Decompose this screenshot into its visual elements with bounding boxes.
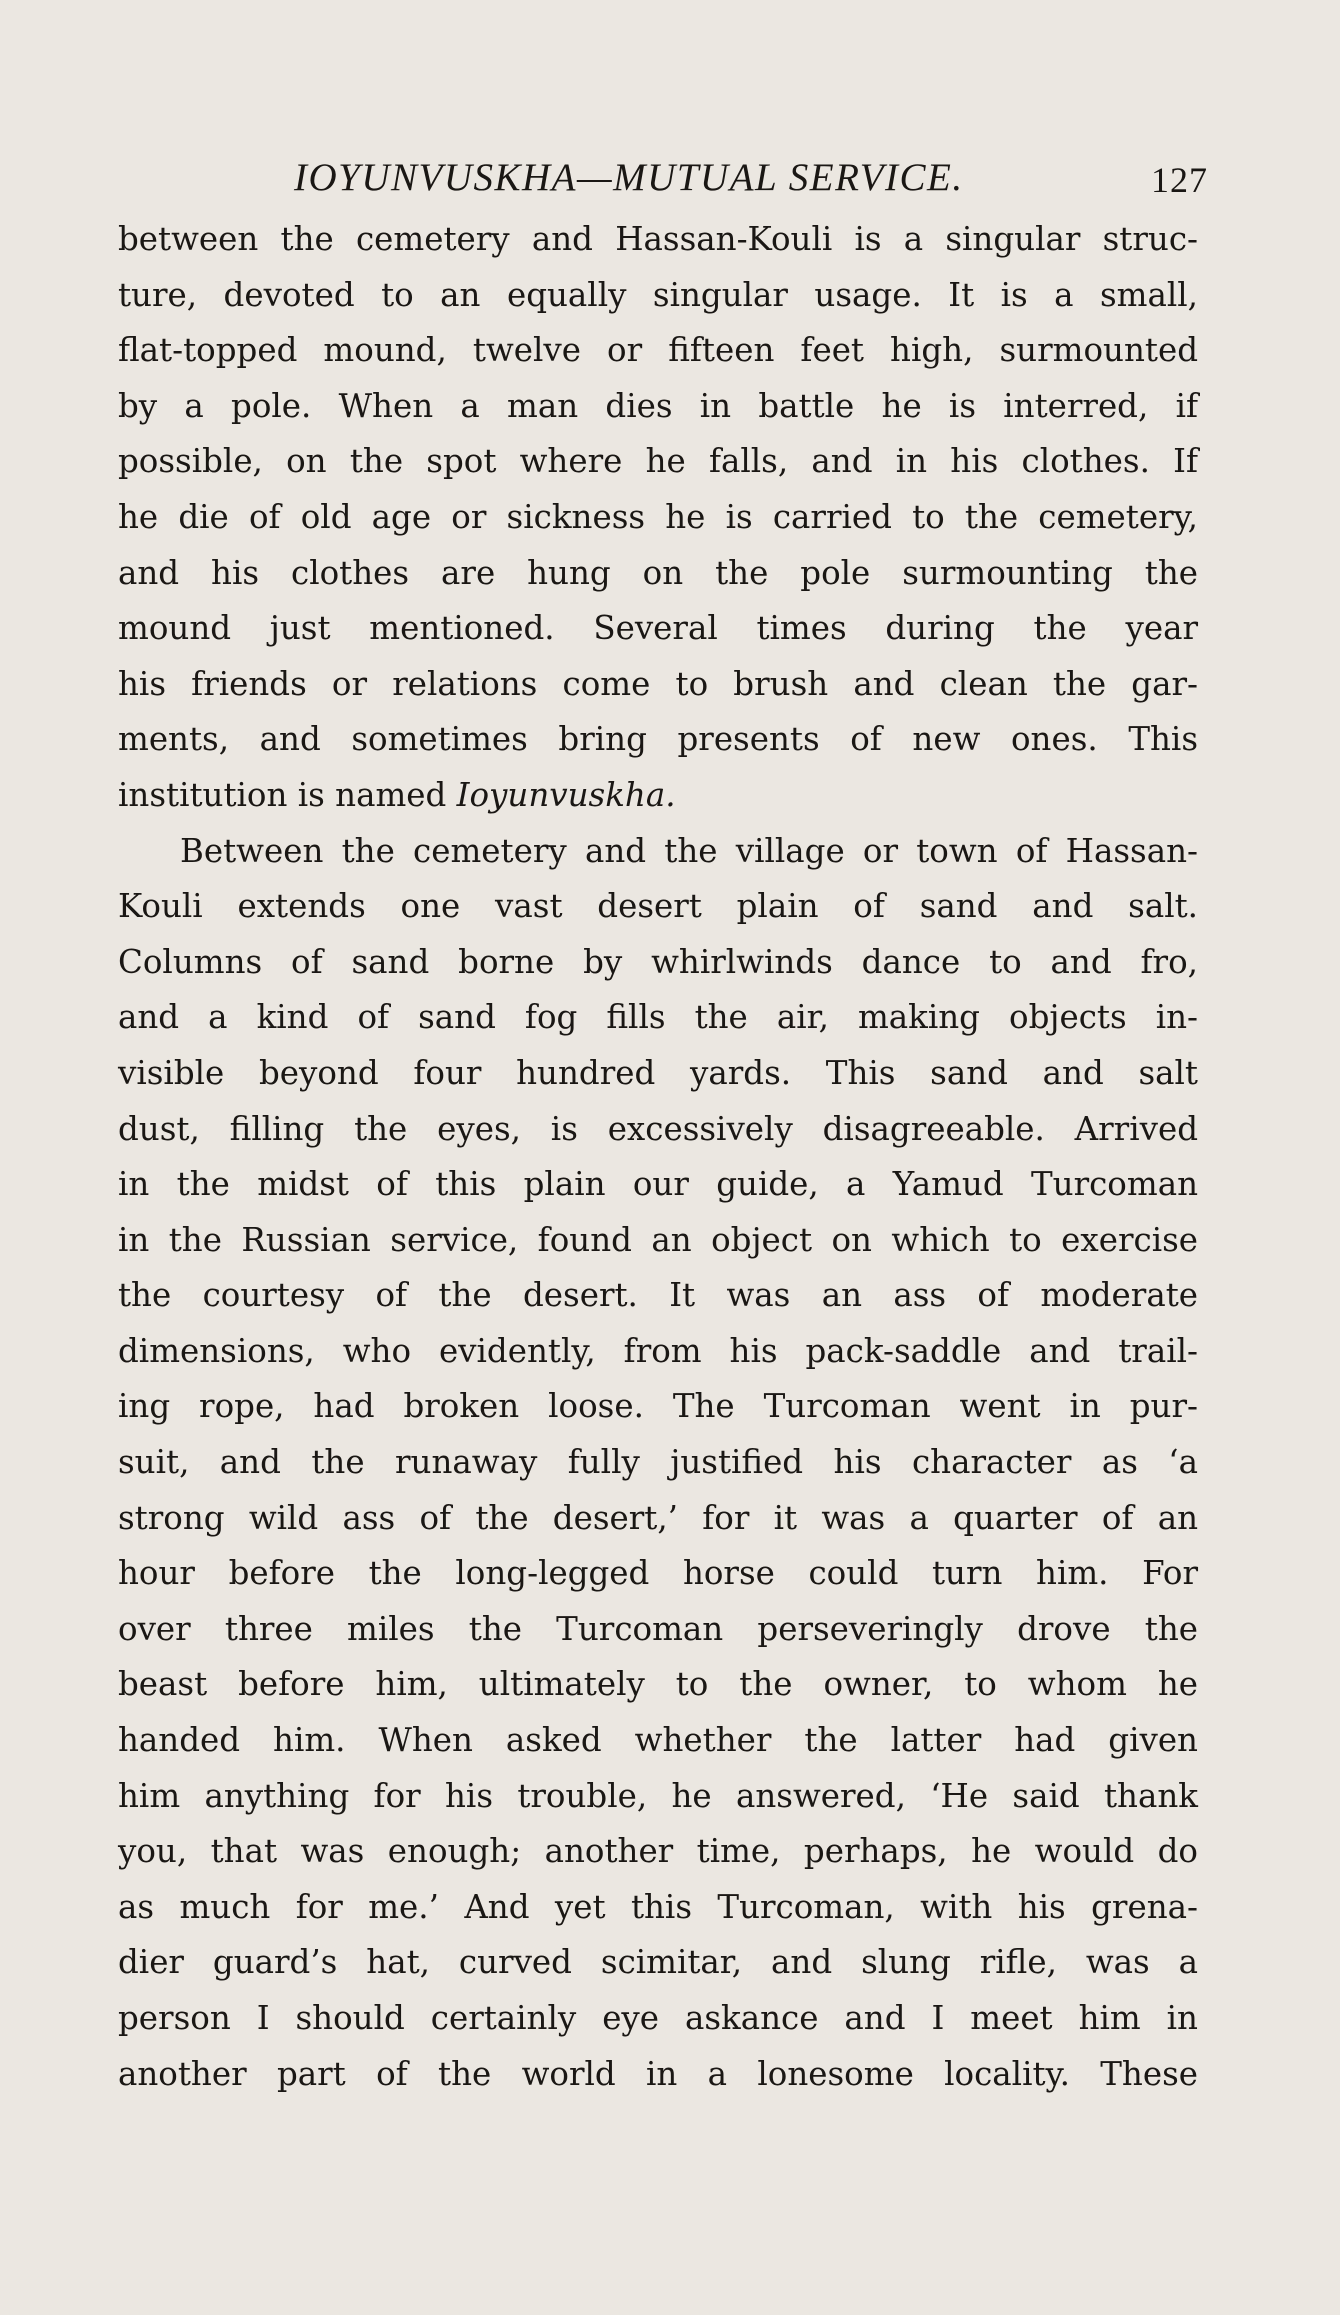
text-line: ments, and sometimes bring presents of new ones. This xyxy=(118,720,1198,759)
text-line: mound just mentioned. Several times during the year xyxy=(118,609,1198,648)
text-line: as much for me.’ And yet this Turcoman, with his grena- xyxy=(118,1887,1198,1926)
text-line: you, that was enough; another time, perhaps, he would do xyxy=(118,1832,1198,1871)
text-line: by a pole. When a man dies in battle he is interred, if xyxy=(118,386,1198,425)
text-line: dier guard’s hat, curved scimitar, and slung rifle, was a xyxy=(118,1943,1198,1982)
running-title: IOYUNVUSKHA—MUTUAL SERVICE. xyxy=(294,156,964,199)
text-line: hour before the long-legged horse could turn him. For xyxy=(118,1554,1198,1593)
text-line: him anything for his trouble, he answered, ‘He said thank xyxy=(118,1776,1198,1815)
text-line: over three miles the Turcoman perseveringly drove the xyxy=(118,1609,1198,1648)
text-line: possible, on the spot where he falls, and in his clothes. If xyxy=(118,442,1198,481)
text-line: handed him. When asked whether the latter had given xyxy=(118,1721,1198,1760)
text-line: his friends or relations come to brush and clean the gar- xyxy=(118,664,1198,703)
paragraph-1 xyxy=(118,212,1198,824)
text-line: in the midst of this plain our guide, a Yamud Turcoman xyxy=(118,1165,1198,1204)
text-line: visible beyond four hundred yards. This sand and salt xyxy=(118,1053,1198,1092)
institution-name: Ioyunvuskha. xyxy=(456,775,676,814)
text-line: Between the cemetery and the village or town of Hassan- xyxy=(180,831,1198,870)
text-line: Columns of sand borne by whirlwinds dance to and fro, xyxy=(118,942,1198,981)
institution-text: institution is named xyxy=(118,775,457,814)
text-line: ture, devoted to an equally singular usage. It is a small, xyxy=(118,275,1198,314)
text-line: beast before him, ultimately to the owner, to whom he xyxy=(118,1665,1198,1704)
text-line: suit, and the runaway fully justified his character as ‘a xyxy=(118,1443,1198,1482)
text-line: Kouli extends one vast desert plain of sand and salt. xyxy=(118,887,1198,926)
text-line: dimensions, who evidently, from his pack-saddle and trail- xyxy=(118,1331,1198,1370)
text-line: and his clothes are hung on the pole surmounting the xyxy=(118,553,1198,592)
paragraph-2 xyxy=(118,824,1198,2103)
text-line: dust, filling the eyes, is excessively disagreeable. Arrived xyxy=(118,1109,1198,1148)
text-line: another part of the world in a lonesome locality. These xyxy=(118,2054,1198,2093)
text-line: in the Russian service, found an object on which to exercise xyxy=(118,1220,1198,1259)
running-head xyxy=(118,155,1208,205)
text-line-last xyxy=(118,768,1198,824)
text-line: between the cemetery and Hassan-Kouli is a singular struc- xyxy=(118,220,1198,258)
text-line: the courtesy of the desert. It was an ass of moderate xyxy=(118,1276,1198,1315)
text-line: strong wild ass of the desert,’ for it was a quarter of an xyxy=(118,1498,1198,1537)
text-line: and a kind of sand fog fills the air, making objects in- xyxy=(118,998,1198,1037)
page-number: 127 xyxy=(1151,160,1208,200)
text-line: he die of old age or sickness he is carried to the cemetery, xyxy=(118,497,1198,536)
text-line: flat-topped mound, twelve or fifteen feet high, surmounted xyxy=(118,331,1198,370)
text-line: person I should certainly eye askance and I meet him in xyxy=(118,1999,1198,2037)
text-line: ing rope, had broken loose. The Turcoman went in pur- xyxy=(118,1387,1198,1426)
body-text xyxy=(118,212,1198,2102)
